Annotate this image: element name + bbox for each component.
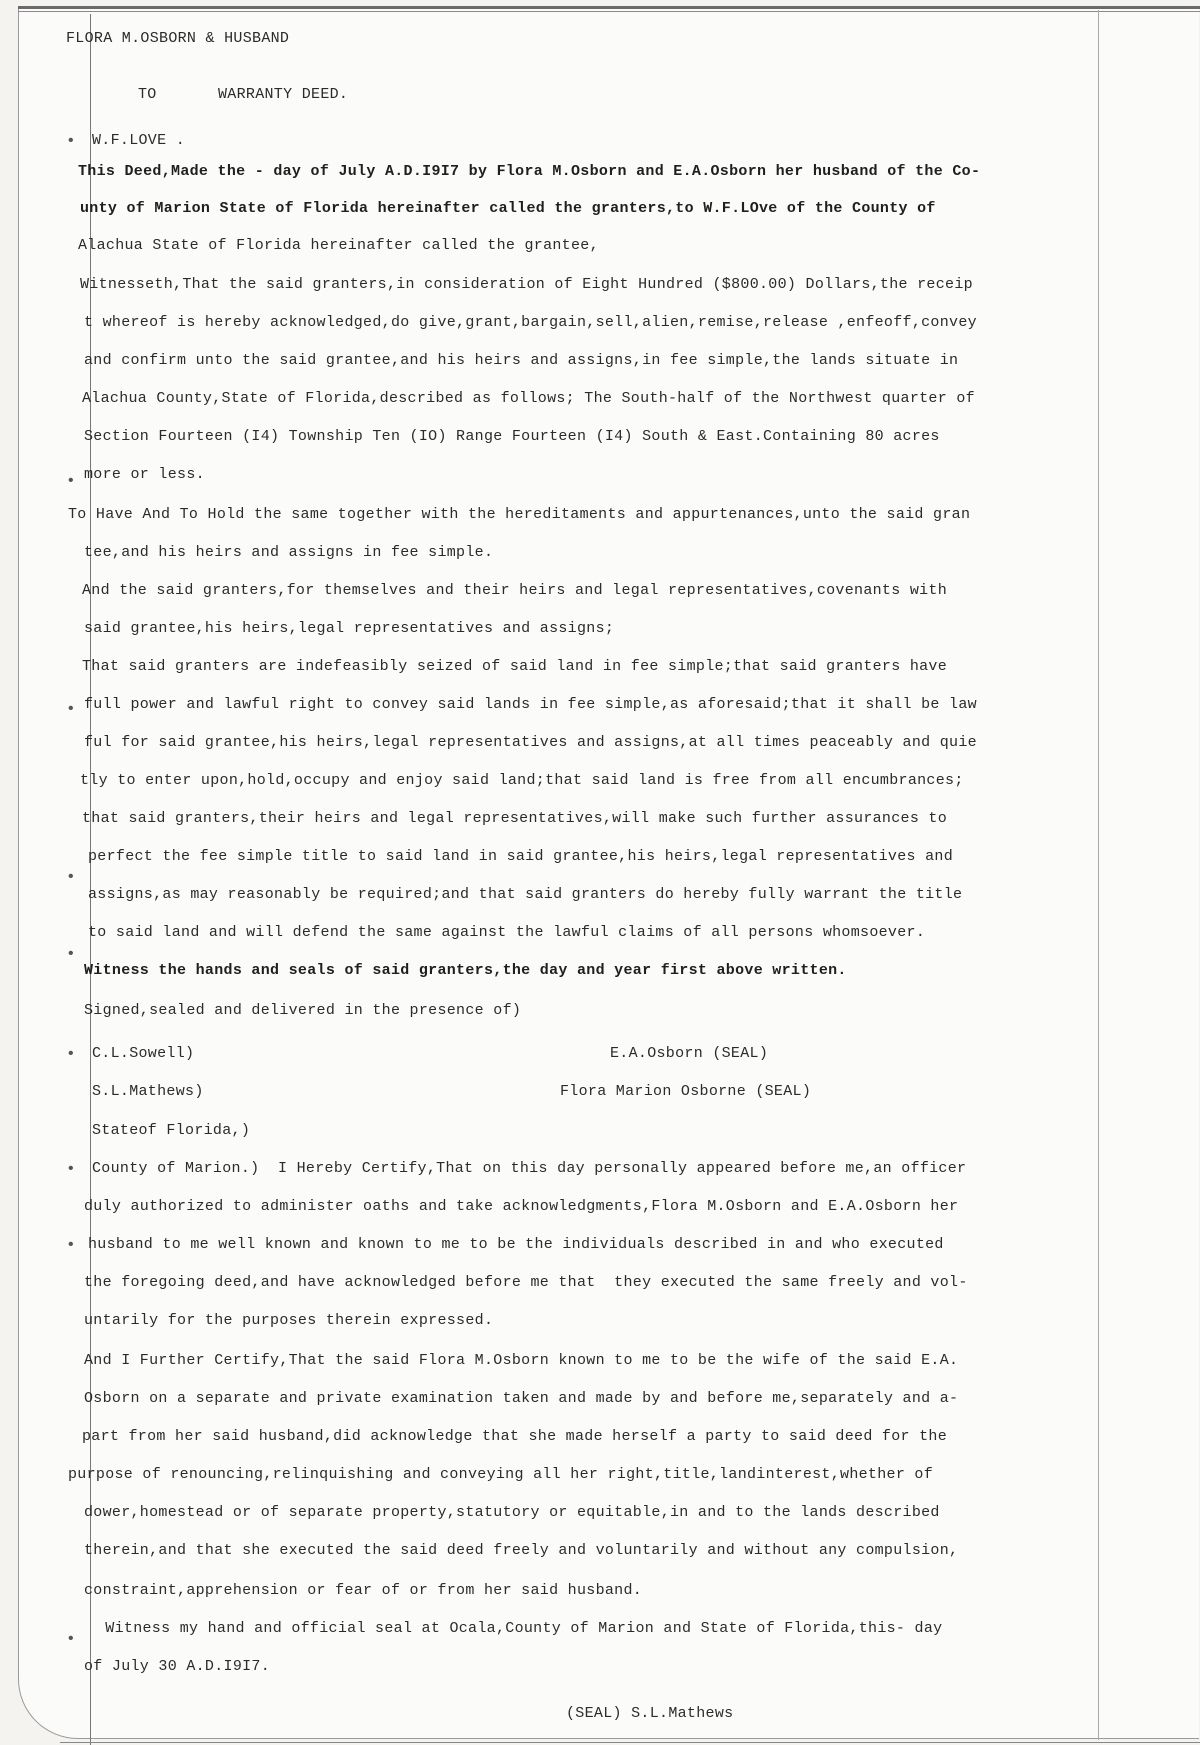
acknowledgment-line: of July 30 A.D.I9I7. [84,1658,271,1675]
acknowledgment-line: untarily for the purposes therein expressed. [84,1312,494,1329]
margin-dot: • [66,1236,76,1254]
bottom-border-rule [60,1742,1200,1743]
top-border-rule [18,6,1200,9]
deed-body-line: Signed,sealed and delivered in the presence of) [84,1002,522,1019]
acknowledgment-line: County of Marion.) I Hereby Certify,That on this day personally appeared before me,an officer [92,1160,967,1177]
deed-body-line: Witness the hands and seals of said granters,the day and year first above written. [84,962,847,979]
deed-body-line: Witnesseth,That the said granters,in consideration of Eight Hundred ($800.00) Dollars,the receip [80,276,973,293]
deed-body-line: that said granters,their heirs and legal representatives,will make such further assurances to [82,810,948,827]
deed-body-line: To Have And To Hold the same together with the hereditaments and appurtenances,unto the said gran [68,506,971,523]
witness-1: C.L.Sowell) [92,1045,195,1062]
deed-grantee-heading: W.F.LOVE . [92,132,186,149]
margin-dot: • [66,472,76,490]
right-margin-line [1098,10,1099,1740]
margin-dot: • [66,1045,76,1063]
deed-body-line: assigns,as may reasonably be required;and that said granters do hereby fully warrant the title [88,886,963,903]
deed-body-line: Alachua State of Florida hereinafter called the grantee, [78,237,599,254]
deed-body-line: And the said granters,for themselves and their heirs and legal representatives,covenants with [82,582,948,599]
deed-body-line: Alachua County,State of Florida,described as follows; The South-half of the Northwest quarter of [82,390,975,407]
margin-dot: • [66,1160,76,1178]
deed-body-line: t whereof is hereby acknowledged,do give,grant,bargain,sell,alien,remise,release ,enfeoff,convey [84,314,977,331]
deed-body-line: ful for said grantee,his heirs,legal representatives and assigns,at all times peaceably and quie [84,734,977,751]
deed-to-label: TO [138,86,157,103]
margin-dot: • [66,945,76,963]
deed-body-line: more or less. [84,466,205,483]
deed-body-line: That said granters are indefeasibly seized of said land in fee simple;that said granters have [82,658,948,675]
acknowledgment-line: purpose of renouncing,relinquishing and conveying all her right,title,landinterest,whether of [68,1466,934,1483]
witness-2: S.L.Mathews) [92,1083,204,1100]
acknowledgment-line: therein,and that she executed the said deed freely and voluntarily and without any compulsion, [84,1542,959,1559]
notary-signature: (SEAL) S.L.Mathews [566,1705,734,1722]
acknowledgment-state: Stateof Florida,) [92,1122,251,1139]
deed-parties-heading: FLORA M.OSBORN & HUSBAND [66,30,290,47]
deed-body-line: said grantee,his heirs,legal representatives and assigns; [84,620,615,637]
acknowledgment-line: Osborn on a separate and private examination taken and made by and before me,separately and a- [84,1390,959,1407]
acknowledgment-line: Witness my hand and official seal at Ocala,County of Marion and State of Florida,this- day [96,1620,943,1637]
deed-body-line: tee,and his heirs and assigns in fee simple. [84,544,494,561]
acknowledgment-line: the foregoing deed,and have acknowledged before me that they executed the same freely and vol- [84,1274,968,1291]
left-margin-line [90,14,91,1745]
deed-body-line: Section Fourteen (I4) Township Ten (IO) Range Fourteen (I4) South & East.Containing 80 acres [84,428,940,445]
deed-body-line: unty of Marion State of Florida hereinafter called the granters,to W.F.LOve of the County of [80,200,936,217]
margin-dot: • [66,868,76,886]
signer-1: E.A.Osborn (SEAL) [610,1045,769,1062]
deed-body-line: perfect the fee simple title to said land in said grantee,his heirs,legal representatives and [88,848,954,865]
acknowledgment-line: part from her said husband,did acknowledge that she made herself a party to said deed for the [82,1428,948,1445]
margin-dot: • [66,700,76,718]
acknowledgment-line: constraint,apprehension or fear of or from her said husband. [84,1582,643,1599]
deed-body-line: This Deed,Made the - day of July A.D.I9I7 by Flora M.Osborn and E.A.Osborn her husband of the Co- [78,163,981,180]
acknowledgment-line: husband to me well known and known to me to be the individuals described in and who executed [88,1236,944,1253]
margin-dot: • [66,1630,76,1648]
signer-2: Flora Marion Osborne (SEAL) [560,1083,812,1100]
deed-body-line: and confirm unto the said grantee,and his heirs and assigns,in fee simple,the lands situate in [84,352,959,369]
deed-body-line: full power and lawful right to convey said lands in fee simple,as aforesaid;that it shall be law [84,696,977,713]
deed-body-line: to said land and will defend the same against the lawful claims of all persons whomsoever. [88,924,926,941]
acknowledgment-line: duly authorized to administer oaths and take acknowledgments,Flora M.Osborn and E.A.Osborn her [84,1198,959,1215]
acknowledgment-line: And I Further Certify,That the said Flora M.Osborn known to me to be the wife of the said E.A. [84,1352,959,1369]
acknowledgment-line: dower,homestead or of separate property,statutory or equitable,in and to the lands described [84,1504,940,1521]
deed-body-line: tly to enter upon,hold,occupy and enjoy said land;that said land is free from all encumbrances; [80,772,964,789]
top-border-rule-thin [18,11,1200,12]
deed-instrument-title: WARRANTY DEED. [218,86,349,103]
margin-dot: • [66,132,76,150]
